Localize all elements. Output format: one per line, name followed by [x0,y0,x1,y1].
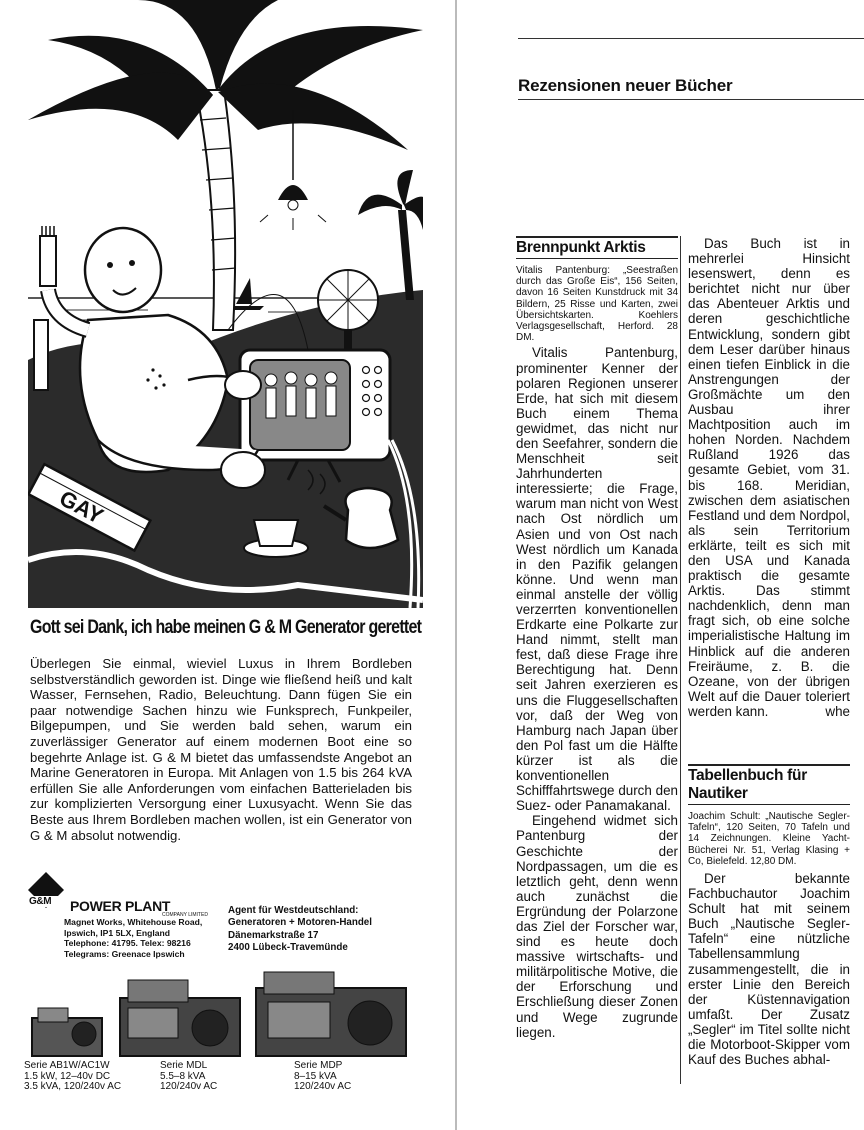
review-body [688,871,850,1067]
review-title-brennpunkt-arktis: Brennpunkt Arktis [516,236,678,259]
product-label-ab1w: Serie AB1W/AC1W 1.5 kW, 12–40v DC 3.5 kVA, 120/240v AC [24,1060,122,1092]
page-gutter [440,0,488,1130]
gm-logo-text: G&M [29,896,69,907]
review-book-reference: Joachim Schult: „Nautische Segler-Tafeln“, 120 Seiten, 70 Tafeln und 14 Zeichnungen. Kleine Yacht-Bücherei Nr. 51, Verlag Klasing + Co, Bielefeld. 12,80 DM. [688,811,850,867]
review-body [688,236,850,719]
review-title-tabellenbuch: Tabellenbuch für Nautiker [688,764,850,805]
review-paragraph-text: Das Buch ist in mehrerlei Hinsicht lesenswert, denn es berichtet nicht nur über das Abenteuer Arktis und deren geschichtliche Entwicklung, sondern gibt dem Leser darüber hinaus einen tiefen Einblick in die Anstrengungen der Großmächte um den Ausbau ihrer Machtposition auch im hohen Norden. Nachdem Rußland 1926 das gesamte Gebiet, vom 31. bis 168. Meridian, zwischen dem asiatischen Festland und dem Nordpol, als sein Territorium erklärte, teilt es sich mit den USA und Kanada praktisch die gesamte Arktis. Das stimmt nachdenklich, denn man fragt sich, ob eine solche imperialistische Haltung im Hinblick auf die anderen Freiräume, z. B. die Ozeane, von der übrigen Welt auf die Dauer toleriert werden kann. [688,236,850,719]
review-paragraph: Eingehend widmet sich Pantenburg der Geschichte der Nordpassagen, um die es letztlich geht, denn wenn auch zunächst die Ergründung der Polarzone das Ziel der Forscher war, sind es heute doch massive wirtschafts- und militärpolitische Motive, die der Erforschung und Erschließung dieser Zonen und Wege zugrunde liegen. [516,813,678,1040]
brand-name: POWER PLANT [70,898,171,914]
generator-units-illustration [20,968,420,1058]
company-address: Magnet Works, Whitehouse Road, Ipswich, IP1 5LX, England Telephone: 41795. Telex: 98216 Telegrams: Greenace Ipswich [64,917,203,959]
section-title: Rezensionen neuer Bücher [518,76,733,95]
section-rule [518,99,864,100]
generator-products [20,968,420,1093]
review-paragraph: Vitalis Pantenburg, prominenter Kenner der polaren Regionen unserer Erde, hat sich mit diesem Buch einem Thema gewidmet, das nicht nur den Seefahrer, sondern die Menschheit seit Jahrhunderten interessierte; die Frage, warum man nicht von West nach Ost nördlich um Asien und von Ost nach West nördlich um Kanada in den Pazifik gelangen könne. Und wenn man einmal anstelle der völlig verzerrten konventionellen Erdkarte eine Polkarte zur Hand nimmt, stellt man fest, daß diese Frage ihre Berechtigung hat. Denn seit Jahren exerzieren es uns die Fluggesellschaften vor, daß der Weg von Hamburg nach Japan über den Pol fast um die Hälfte kürzer ist als die konventionellen Schifffahrtswege durch den Suez- oder Panamakanal. [516,345,678,814]
review-paragraph: Der bekannte Fachbuchautor Joachim Schult hat mit seinem Buch „Nautische Segler-Tafeln“ eine nützliche Tabellensammlung zusammengestellt, die in erster Linie den Bereich der Küstennavigation umfaßt. Der Zusatz „Segler“ im Titel sollte nicht die Motorboot-Skipper vom Kauf des Buches abhal- [688,871,850,1068]
top-rule [518,38,864,39]
advert-headline: Gott sei Dank, ich habe meinen G & M Generator gerettet [30,616,422,638]
review-book-reference: Vitalis Pantenburg: „Seestraßen durch das Große Eis“, 156 Seiten, davon 16 Seiten Kunstdruck mit 34 Bildern, 25 Risse und Karten, zwei Übersichtskarten. Koehlers Verlagsgesellschaft, Herford. 28 DM. [516,265,678,344]
product-label-mdl: Serie MDL 5.5–8 kVA 120/240v AC [160,1060,218,1092]
german-agent-address: Agent für Westdeutschland: Generatoren + Motoren-Handel Dänemarkstraße 17 2400 Lübeck-Travemünde [228,905,372,954]
review-column-1 [516,236,678,1040]
review-body [516,345,678,1039]
page-fold-line [455,0,457,1130]
advert-body-text: Überlegen Sie einmal, wieviel Luxus in Ihrem Bordleben selbstverständlich geworden ist. Dinge wie fließend heiß und kalt Wasser, Fernsehen, Radio, Beleuchtung. Dann fügen Sie ein paar notwendige Sachen hinzu wie Funksprech, Funkpeiler, Bilgepumpen, und Sie werden bald sehen, warum ein zuverlässiger Generator auf einem modernen Boot eine so begehrte Anlage ist. G & M bietet das umfassendste Angebot an Marine Generatoren in Europa. Mit Anlagen von 1.5 bis 264 kVA erfüllen Sie alle Anforderungen vom einfachen Batterieladen bis zur komplizierten Versorgung einer Luxusyacht. Wenn Sie das Beste aus Ihrem Bordleben machen wollen, ist ein Generator von G & M absolut notwendig. [30,656,412,843]
review-tabellenbuch [688,764,850,1067]
brand-subtitle: COMPANY LIMITED [162,912,208,918]
column-divider [680,236,681,1084]
product-label-mdp: Serie MDP 8–15 kVA 120/240v AC [294,1060,352,1092]
review-signature: whe [825,703,850,719]
review-continuation [688,236,850,719]
island-cartoon-illustration [28,0,423,608]
boat-board-lettering: GAY [55,485,108,529]
review-paragraph [688,236,850,719]
